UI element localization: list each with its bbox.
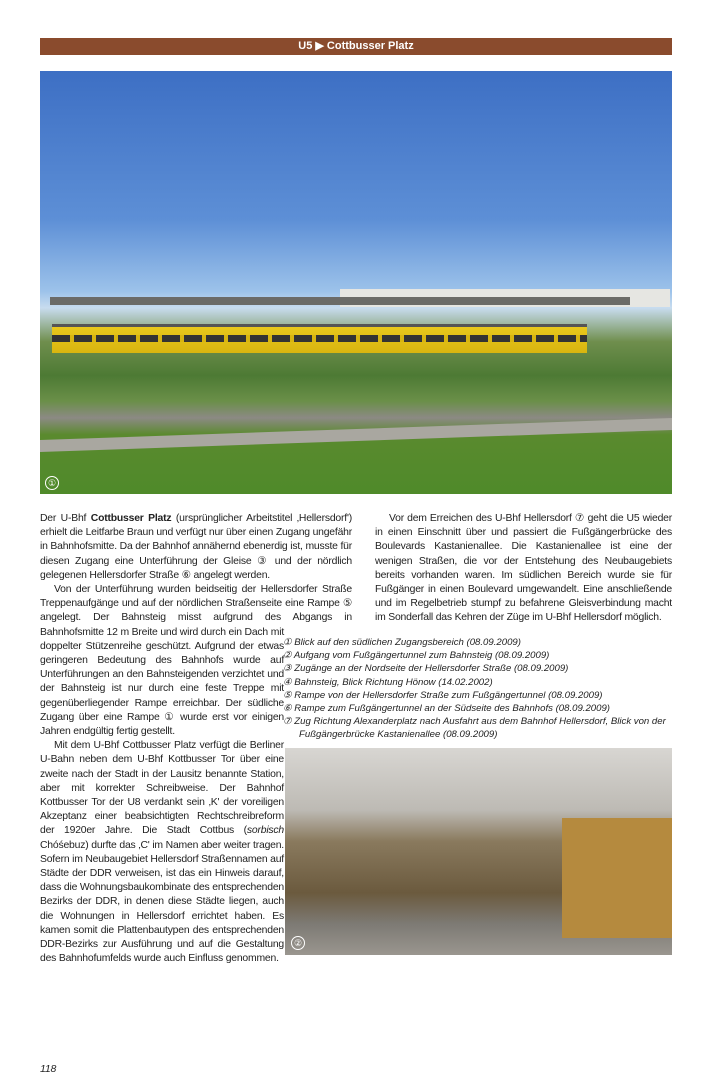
caption: ③ Zugänge an der Nordseite der Hellersdorfer Straße (08.09.2009): [283, 663, 569, 675]
right-column: [375, 512, 672, 636]
photo-number: ①: [45, 476, 59, 490]
station-name: Cottbusser Platz: [326, 40, 414, 52]
caption: ② Aufgang vom Fußgängertunnel zum Bahnsteig (08.09.2009): [283, 650, 550, 662]
photo-station-overview: [40, 71, 672, 494]
paragraph: Vor dem Erreichen des U-Bhf Hellersdorf ⑦ geht die U5 wieder in einen Einschnitt über und passiert die Fußgängerbrücke des Boulevards Kastanienallee. Die Kastanienallee ist eine der wenigen Straßen, die vor der Entstehung des Neubaugebiets bereits vorhanden waren. Im südlichen Bereich wurde sie für Fußgänger in einen Boulevard umgewandelt. Eine anschließende und im Regelbetrieb stumpf zu befahrene Gleisverbindung macht im Sonderfall das Kehren der Züge im U-Bhf Hellersdorf möglich.: [375, 513, 672, 624]
chapter-header: [40, 38, 672, 55]
page-number: 118: [40, 1063, 57, 1075]
arrow-icon: ▶: [315, 40, 324, 52]
right-area: [283, 512, 678, 955]
photo-number: ②: [291, 936, 305, 950]
tiled-wall: [562, 818, 672, 938]
caption: ① Blick auf den südlichen Zugangsbereich (08.09.2009): [283, 637, 521, 648]
paragraph: Mit dem U-Bhf Cottbusser Platz verfügt die Berliner U-Bahn neben dem U-Bhf Kottbusser Tor über eine zweite nach der Stadt in der Lausitz benannte Station, aber mit korrekter Schreibweise. Der Bahnhof Kottbusser Tor der U8 verdankt sein ‚K' der voreiligen Akzeptanz einer beabsichtigten Rechtschreibreform der 1920er Jahre. Die Stadt Cottbus (sorbisch Chóśebuz) durfte das ‚C' im Namen aber weiter tragen. Sofern im Neubaugebiet Hellersdorf Straßennamen auf Städte der DDR verweisen, ist das ein Hinweis darauf, dass die Wohnungsbaukombinate des entsprechenden Bezirks der DDR, in denen diese Städte liegen, auch die Wohnungen in Hellersdorf errichtet haben. Es kamen somit die Plattenbautypen des entsprechenden DDR-Bezirks zur Ausführung und auf die Gestaltung des Bahnhofumfelds wurde auch Einfluss genommen.: [40, 740, 284, 965]
caption: ⑥ Rampe zum Fußgängertunnel an der Südseite des Bahnhofs (08.09.2009): [283, 703, 610, 715]
caption: ⑤ Rampe von der Hellersdorfer Straße zum Fußgängertunnel (08.09.2009): [283, 689, 603, 701]
footpath: [40, 418, 672, 452]
platform-roof: [50, 297, 630, 305]
photo-captions: [283, 636, 678, 742]
paragraph: Von der Unterführung wurden beidseitig der Hellersdorfer Straße Treppenaufgänge und auf der nördlichen Straßenseite eine Rampe ⑤ angelegt. Der Bahnsteig misst aufgrund des Abgangs in Bahnhofsmitte 12 m Breite und wird durch ein Dach mit doppelter Stützenreihe geschützt. Aufgrund der etwas geringeren Bedeutung des Bahnhofs wurde auf Unterführungen an den Bahnsteigenden verzichtet und der Bahnsteig ist nur durch eine feste Treppe mit gegenüberliegender Rampe erreichbar. Der südliche Zugang über eine Rampe ① wurde erst vor einigen Jahren endgültig fertig gestellt.: [40, 584, 352, 738]
paragraph: Der U-Bhf Cottbusser Platz (ursprünglicher Arbeitstitel ‚Hellersdorf') erhielt die Leitfarbe Braun und verfügt nur über einen Zugang ungefähr in Bahnhofsmitte. Da der Bahnhof annähernd ebenerdig ist, musste für diesen Zugang eine Unterführung der Gleise ③ und der nördlich gelegenen Hellersdorfer Straße ⑥ angelegt werden.: [40, 513, 352, 581]
photo-pedestrian-tunnel: [285, 748, 672, 955]
yellow-train: [52, 324, 587, 353]
caption: ⑦ Zug Richtung Alexanderplatz nach Ausfahrt aus dem Bahnhof Hellersdorf, Blick von der Fußgängerbrücke Kastanienallee (08.09.2009): [283, 716, 666, 741]
caption: ④ Bahnsteig, Blick Richtung Hönow (14.02.2002): [283, 676, 493, 688]
line-label: U5: [298, 40, 313, 52]
